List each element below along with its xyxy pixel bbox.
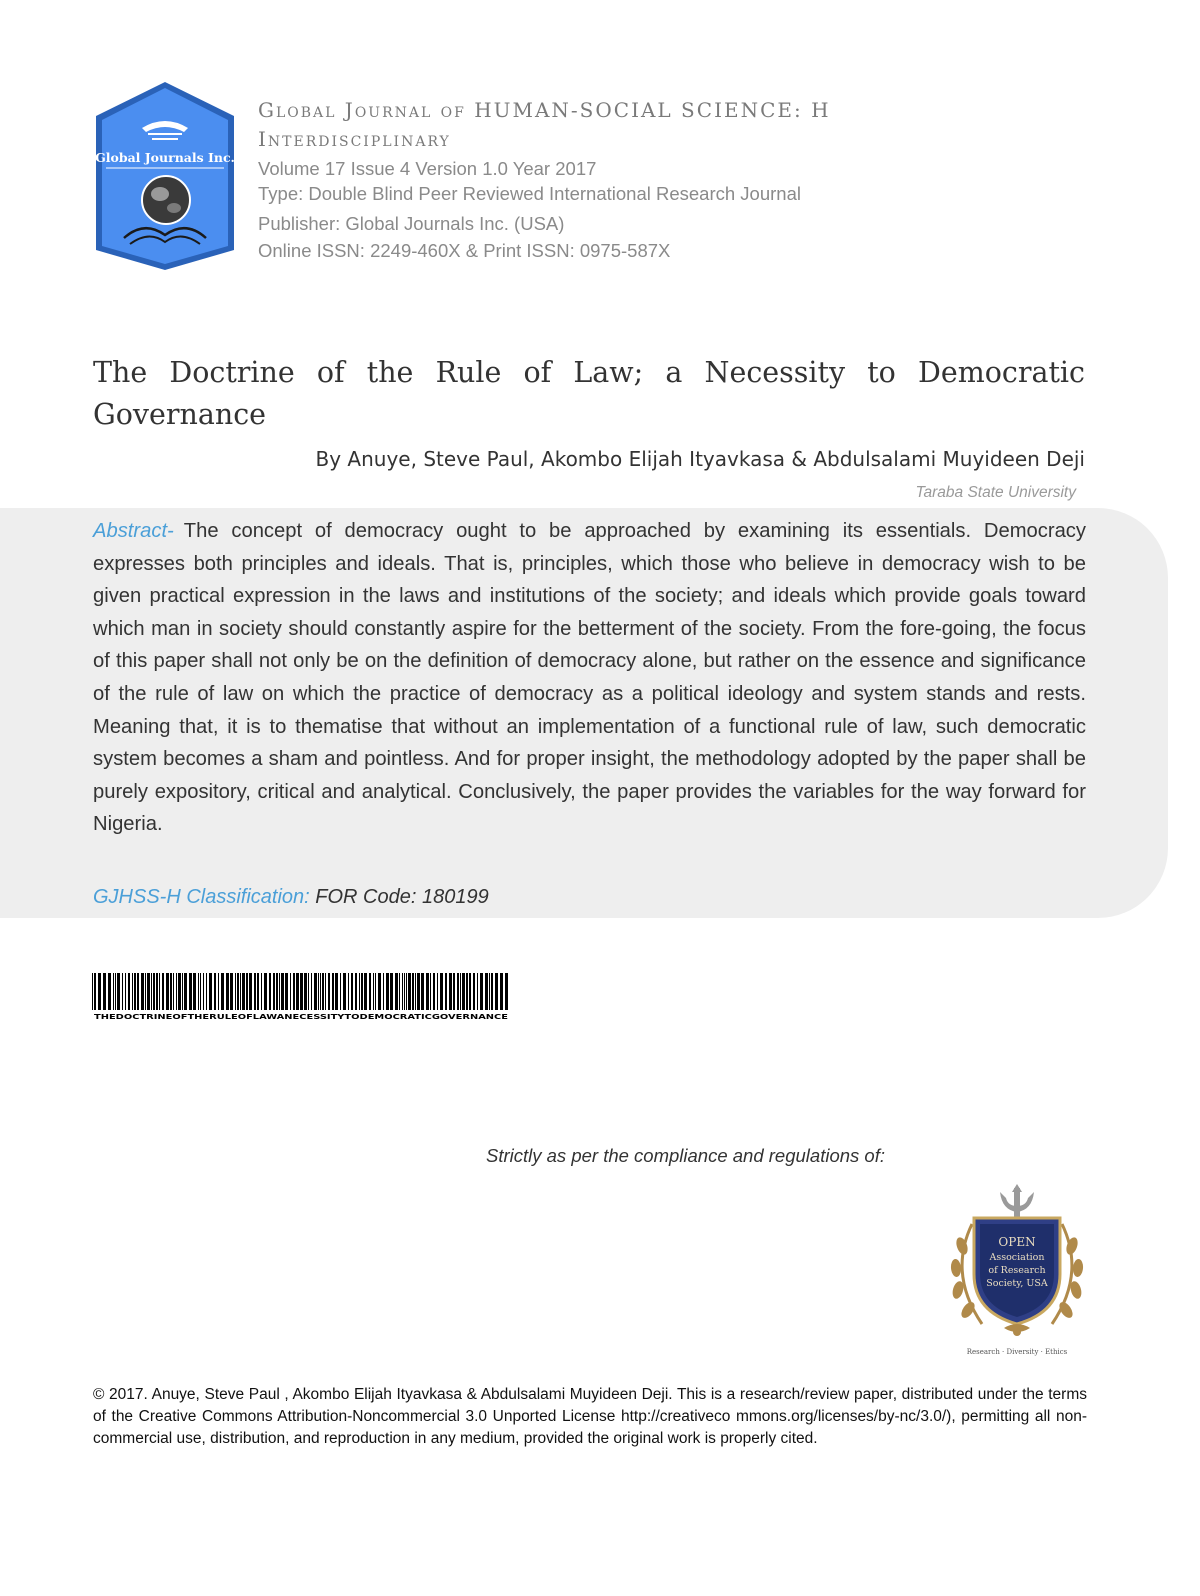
- classification-label: GJHSS-H Classification:: [93, 886, 310, 908]
- volume-info: Volume 17 Issue 4 Version 1.0 Year 2017: [258, 158, 597, 179]
- abstract: [93, 515, 1086, 841]
- global-journals-logo: [94, 80, 236, 272]
- open-association-logo: [942, 1184, 1092, 1356]
- barcode: [92, 973, 510, 1021]
- barcode-caption: THEDOCTRINEOFTHERULEOFLAWANECESSITYTODEMOCRATICGOVERNANCE: [94, 1013, 509, 1021]
- journal-subtitle: Interdisciplinary: [258, 127, 451, 151]
- paper-title: The Doctrine of the Rule of Law; a Necessity to Democratic Governance: [93, 356, 1085, 431]
- logo-tagline: Research · Diversity · Ethics: [966, 1348, 1068, 1356]
- classification: [93, 886, 489, 909]
- journal-name: Global Journal of HUMAN-SOCIAL SCIENCE: H: [258, 98, 831, 122]
- abstract-label: Abstract-: [93, 520, 174, 542]
- publisher-info: Publisher: Global Journals Inc. (USA): [258, 213, 565, 234]
- logo-society: Society, USA: [986, 1278, 1048, 1289]
- abstract-body: The concept of democracy ought to be approached by examining its essentials. Democracy expresses both principles and ideals. That is, principles, which those who believe in democracy wish to be given practical expression in the laws and institutions of the society; and ideals which provide goals toward which man in society should constantly aspire for the betterment of the society. From the fore-going, the focus of this paper shall not only be on the definition of democracy alone, but rather on the essence and significance of the rule of law on which the practice of democracy as a political ideology and system stands and rests. Meaning that, it is to thematise that without an implementation of a functional rule of law, such democratic system becomes a sham and pointless. And for proper insight, the methodology adopted by the paper shall be purely expository, critical and analytical. Conclusively, the paper provides the variables for the way forward for Nigeria.: [93, 520, 1086, 836]
- author-affiliation: Taraba State University: [915, 484, 1076, 501]
- issn-info: Online ISSN: 2249-460X & Print ISSN: 0975-587X: [258, 240, 671, 261]
- paper-authors: By Anuye, Steve Paul, Akombo Elijah Ityavkasa & Abdulsalami Muyideen Deji: [315, 447, 1085, 471]
- logo-association: Association: [989, 1252, 1045, 1263]
- logo-of-research: of Research: [988, 1265, 1046, 1276]
- journal-type: Type: Double Blind Peer Reviewed International Research Journal: [258, 183, 801, 204]
- barcode-bars: [92, 973, 508, 1010]
- license-notice: © 2017. Anuye, Steve Paul , Akombo Elijah Ityavkasa & Abdulsalami Muyideen Deji. This is a research/review paper, distributed under the terms of the Creative Commons Attribution-Noncommercial 3.0 Unported License http://creativeco mmons.org/licenses/by-nc/3.0/), permitting all non-commercial use, distribution, and reproduction in any medium, provided the original work is properly cited.: [93, 1386, 1087, 1447]
- compliance-note: Strictly as per the compliance and regulations of:: [486, 1145, 885, 1166]
- classification-code: FOR Code: 180199: [315, 886, 489, 908]
- logo-open: OPEN: [998, 1235, 1036, 1249]
- logo-text: Global Journals Inc.: [95, 150, 235, 165]
